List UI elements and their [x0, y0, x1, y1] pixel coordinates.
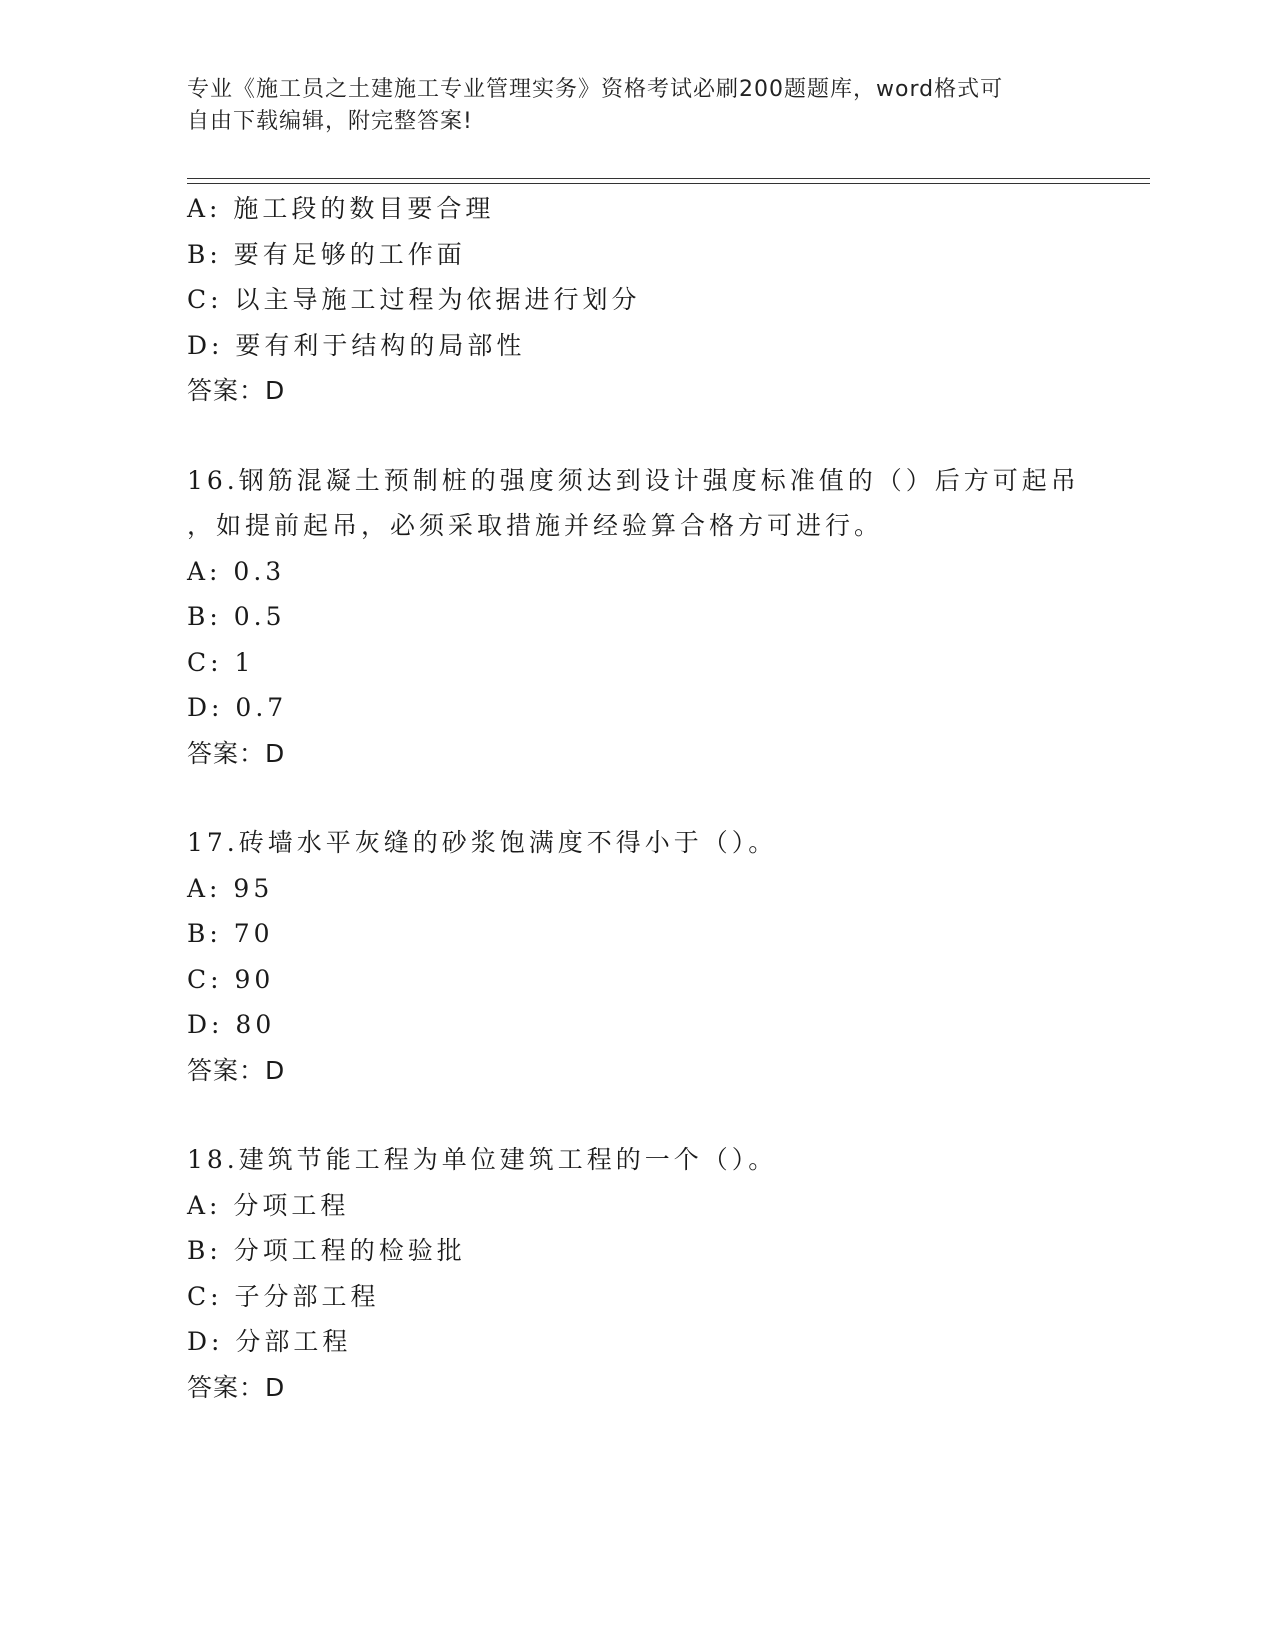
option-c: C: 1	[187, 647, 255, 677]
answer-line: 答案：D	[187, 1372, 286, 1402]
option-a: A: 0.3	[187, 556, 286, 586]
document-body	[187, 186, 1150, 1410]
spacer	[187, 414, 1150, 458]
question-stem: 17.砖墙水平灰缝的砂浆饱满度不得小于（）。	[187, 828, 778, 857]
question-stem-continued: ，如提前起吊，必须采取措施并经验算合格方可进行。	[187, 511, 884, 540]
question-stem: 16.钢筋混凝土预制桩的强度须达到设计强度标准值的（）后方可起吊	[187, 465, 1080, 495]
question-15	[187, 186, 1150, 414]
spacer	[187, 1093, 1150, 1137]
question-17	[187, 820, 1150, 1093]
option-b: B: 分项工程的检验批	[187, 1236, 466, 1265]
option-d: D: 0.7	[187, 693, 288, 722]
option-d: D: 要有利于结构的局部性	[187, 330, 526, 360]
header-line-1: 专业《施工员之土建施工专业管理实务》资格考试必刷200题题库，word格式可	[187, 77, 1004, 102]
option-a: A: 施工段的数目要合理	[187, 194, 495, 223]
option-b: B: 要有足够的工作面	[187, 239, 466, 269]
option-c: C: 90	[187, 964, 275, 994]
answer-line: 答案：D	[187, 376, 286, 405]
option-c: C: 以主导施工过程为依据进行划分	[187, 285, 641, 314]
option-b: B: 70	[187, 919, 274, 948]
spacer	[187, 776, 1150, 820]
option-d: D: 80	[187, 1010, 276, 1039]
option-a: A: 分项工程	[187, 1190, 350, 1220]
answer-line: 答案：D	[187, 738, 286, 768]
option-b: B: 0.5	[187, 602, 286, 631]
question-16	[187, 458, 1150, 777]
option-c: C: 子分部工程	[187, 1281, 380, 1311]
document-header	[187, 74, 1087, 138]
option-d: D: 分部工程	[187, 1327, 352, 1356]
header-line-2: 自由下载编辑，附完整答案!	[187, 109, 473, 134]
header-double-rule	[187, 178, 1150, 184]
question-stem: 18.建筑节能工程为单位建筑工程的一个（）。	[187, 1145, 778, 1174]
option-a: A: 95	[187, 873, 274, 903]
answer-line: 答案：D	[187, 1055, 286, 1085]
question-18	[187, 1137, 1150, 1410]
